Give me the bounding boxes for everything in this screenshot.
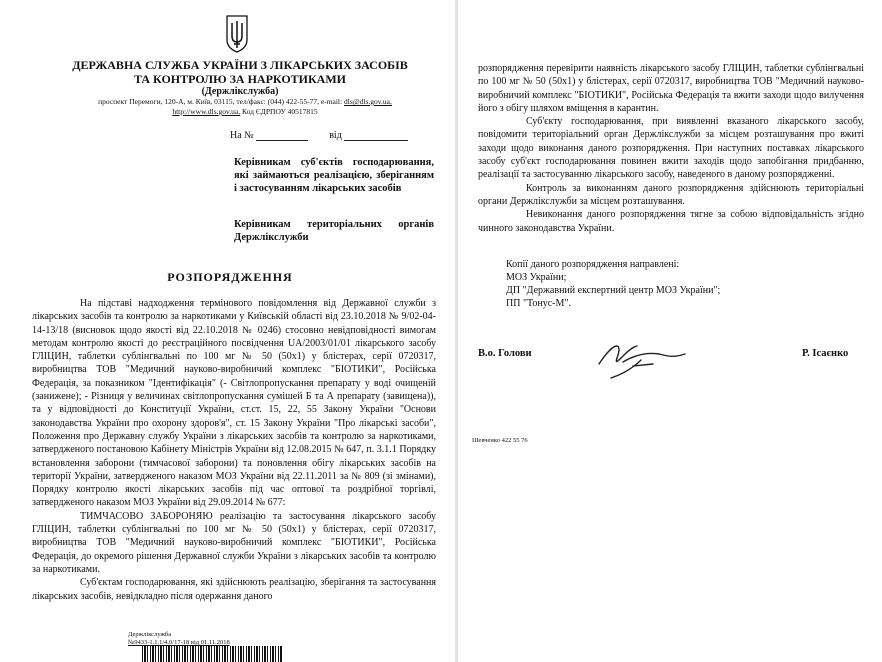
prohibition-paragraph: ТИМЧАСОВО ЗАБОРОНЯЮ реалізацію та застосування лікарського засобу ГЛІЦИН, таблетки сублінгвальні по 100 мг № 50 (50x1) у блістерах, серії 0720317, виробництва ТОВ "Медичний науково-виробничий комплекс "БІОТИКИ", Російська Федерація, до окремого рішення Державної служби України з лікарських засобів та контролю за наркотиками. xyxy=(32,510,436,575)
order-body-page-2 xyxy=(478,62,864,235)
organization-contacts xyxy=(70,97,420,117)
registration-stamp xyxy=(128,631,230,647)
liability-paragraph: Невиконання даного розпорядження тягне за собою відповідальність згідно чинного законодавства України. xyxy=(478,209,864,234)
instruction-paragraph-start: Суб'єктам господарювання, які здійснюють реалізацію, зберігання та застосування лікарських засобів, невідкладно після одержання даного xyxy=(32,577,436,602)
number-blank xyxy=(256,140,308,141)
copies-heading: Копії даного розпорядження направлені: xyxy=(506,259,680,270)
organization-short-name: (Держлікслужба) xyxy=(201,86,279,97)
copy-recipient: ПП "Тонус-М". xyxy=(506,298,571,309)
date-blank xyxy=(344,140,408,141)
organization-title-line-2: ТА КОНТРОЛЮ ЗА НАРКОТИКАМИ xyxy=(133,72,347,86)
handwritten-signature-icon xyxy=(593,334,693,384)
document-title: РОЗПОРЯДЖЕННЯ xyxy=(167,270,293,284)
trident-emblem-icon xyxy=(224,12,250,54)
addressee-business-entities: Керівникам суб'єктів господарювання, які займаються реалізацією, зберіганням і застосуванням лікарських засобів xyxy=(234,157,434,194)
date-label: від xyxy=(329,130,342,141)
outgoing-number-line xyxy=(230,130,408,141)
copy-recipient: ДП "Державний експертний центр МОЗ України"; xyxy=(506,285,721,296)
edrpou-code: Код ЄДРПОУ 40517815 xyxy=(240,107,318,116)
barcode-icon xyxy=(142,646,282,662)
document-page-2 xyxy=(458,0,882,662)
registration-number: №9433-1.1.1/4.0/17-18 від 01.11.2018 xyxy=(128,639,230,646)
instruction-paragraph-end: розпорядження перевірити наявність лікарського засобу ГЛІЦИН, таблетки сублінгвальні по 100 мг № 50 (50x1) у блістерах, серії 0720317, виробництва ТОВ "Медичний науково-виробничий комплекс "БІОТИКИ", Російська Федерація та вжити заходи щодо вилучення його з обігу шляхом вміщення в карантин. xyxy=(478,63,864,114)
control-paragraph: Контроль за виконанням даного розпорядження здійснюють територіальні органи Держлікслужби за місцем розташування. xyxy=(478,182,864,207)
copy-recipient: МОЗ України; xyxy=(506,272,567,283)
order-body-page-1 xyxy=(32,297,436,603)
organization-title xyxy=(60,58,420,86)
signatory-role: В.о. Голови xyxy=(478,348,532,359)
contacts-address: проспект Перемоги, 120-А, м. Київ, 03115, тел/факс: (044) 422-55-77, e-mail: xyxy=(98,97,344,106)
number-label: На № xyxy=(230,130,254,141)
organization-title-line-1: ДЕРЖАВНА СЛУЖБА УКРАЇНИ З ЛІКАРСЬКИХ ЗАСОБІВ xyxy=(72,58,408,72)
basis-paragraph: На підставі надходження термінового повідомлення від Державної служби з лікарських засобів та контролю за наркотиками у Київській області від 23.10.2018 № 9/02-04-14-13/18 (висновок щодо якості від 22.10.2018 № 0246) стосовно невідповідності вимогам методам контролю якості до реєстраційного посвідчення UA/2003/01/01 лікарського засобу ГЛІЦИН, таблетки сублінгвальні по 100 мг № 50 (50x1) у блістерах, серії 0720317, виробництва ТОВ "Медичний науково-виробничий комплекс "БІОТИКИ", Російська Федерація, за показником "Ідентифікація" (- Світлопропускання препарату у воді очищеній (занижене); - Різниця у величинах світлопропускання сумішей Б та А препарату (завищена)), та у відповідності до Конституції України, ст.ст. 15, 22, 55 Закону України "Основи законодавства України про охорону здоров'я", ст. 15 Закону України "Про лікарські засоби", Положення про Державну службу України з лікарських засобів та контролю за наркотиками, затвердженого постановою Кабінету Міністрів України від 12.08.2015 № 647, п. 3.1.1 Порядку встановлення заборони (тимчасової заборони) та поновлення обігу лікарських засобів на території України, затвердженого наказом МОЗ України від 22.11.2011 за № 809 (зі змінами), Порядку контролю якості лікарських засобів під час оптової та роздрібної торгівлі, затвердженого наказом МОЗ України від 29.09.2014 № 677: xyxy=(32,298,436,509)
signatory-name: Р. Ісаєнко xyxy=(802,348,849,359)
website-link[interactable]: http://www.dls.gov.ua, xyxy=(172,107,241,116)
email-link[interactable]: dls@dls.gov.ua, xyxy=(343,97,392,106)
executor-contact: Шевченко 422 55 76 xyxy=(472,437,528,444)
copies-distribution xyxy=(506,258,720,310)
notification-paragraph: Суб'єкту господарювання, при виявленні вказаного лікарського засобу, повідомити територіальний орган Держлікслужби за місцем розташування про вжиті заходи щодо виконання даного розпорядження. При наступних поставках лікарського засобу суб'єкт господарювання повинен вжити заходів щодо запобігання придбанню, реалізації та застосуванню лікарського засобу, наведеного в даному розпорядженні. xyxy=(478,116,864,181)
addressee-territorial-bodies: Керівникам територіальних органів Держлікслужби xyxy=(234,219,434,243)
registration-agency: Держлікслужба xyxy=(128,631,172,638)
